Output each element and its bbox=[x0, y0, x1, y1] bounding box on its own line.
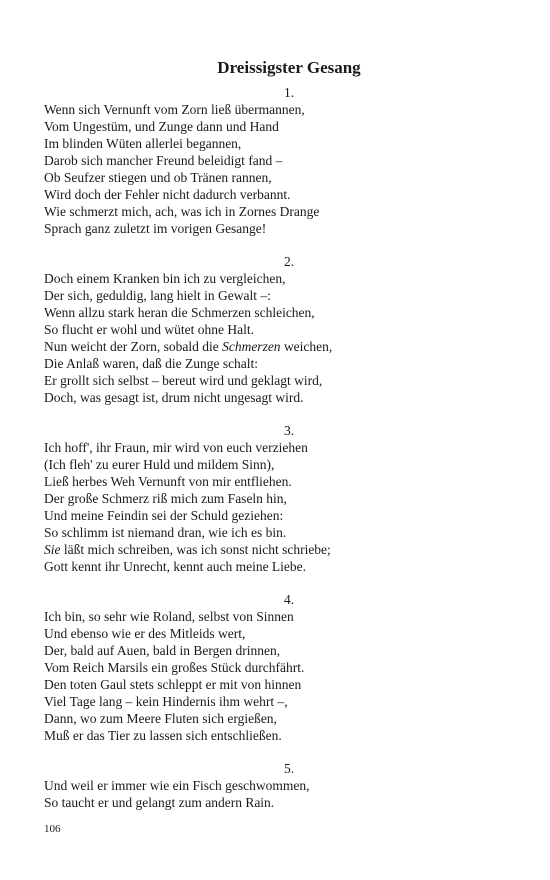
verse-line: Ließ herbes Weh Vernunft von mir entfliehen. bbox=[44, 474, 292, 489]
stanza-number: 5. bbox=[283, 761, 295, 776]
verse-line: Doch einem Kranken bin ich zu vergleichen, bbox=[44, 271, 286, 286]
verse-line: Der sich, geduldig, lang hielt in Gewalt –: bbox=[44, 288, 271, 303]
verse-line: Und weil er immer wie ein Fisch geschwommen, bbox=[44, 778, 310, 793]
verse-line: Und ebenso wie er des Mitleids wert, bbox=[44, 626, 246, 641]
verse-line: Wenn sich Vernunft vom Zorn ließ übermannen, bbox=[44, 102, 305, 117]
verse-line: (Ich fleh' zu eurer Huld und mildem Sinn), bbox=[44, 457, 275, 472]
stanza bbox=[44, 422, 464, 575]
emphasis: Sie bbox=[44, 542, 61, 557]
verse-line: Wie schmerzt mich, ach, was ich in Zornes Drange bbox=[44, 204, 320, 219]
verse-line: Ich hoff', ihr Fraun, mir wird von euch verziehen bbox=[44, 440, 308, 455]
verse-line: Er grollt sich selbst – bereut wird und geklagt wird, bbox=[44, 373, 323, 388]
verse-line: So schlimm ist niemand dran, wie ich es bin. bbox=[44, 525, 287, 540]
verse-line: Doch, was gesagt ist, drum nicht ungesagt wird. bbox=[44, 390, 304, 405]
verse-line: Muß er das Tier zu lassen sich entschließen. bbox=[44, 728, 282, 743]
emphasis: Schmerzen bbox=[222, 339, 281, 354]
verse-line: Ich bin, so sehr wie Roland, selbst von Sinnen bbox=[44, 609, 294, 624]
verse-line: Und meine Feindin sei der Schuld geziehen: bbox=[44, 508, 284, 523]
stanza-list bbox=[44, 84, 464, 811]
verse-line: Sprach ganz zuletzt im vorigen Gesange! bbox=[44, 221, 267, 236]
verse-line: Viel Tage lang – kein Hindernis ihm wehrt –, bbox=[44, 694, 288, 709]
stanza bbox=[44, 591, 464, 744]
verse-line: Wenn allzu stark heran die Schmerzen schleichen, bbox=[44, 305, 315, 320]
page-body bbox=[44, 56, 464, 827]
stanza-number: 1. bbox=[283, 85, 295, 100]
verse-line: Die Anlaß waren, daß die Zunge schalt: bbox=[44, 356, 259, 371]
verse-line: Den toten Gaul stets schleppt er mit von hinnen bbox=[44, 677, 302, 692]
verse-line: So taucht er und gelangt zum andern Rain. bbox=[44, 795, 275, 810]
stanza-number: 3. bbox=[283, 423, 295, 438]
stanza-number: 2. bbox=[283, 254, 295, 269]
verse-line: Im blinden Wüten allerlei begannen, bbox=[44, 136, 242, 151]
verse-line: Der große Schmerz riß mich zum Faseln hin, bbox=[44, 491, 287, 506]
verse-line: Dann, wo zum Meere Fluten sich ergießen, bbox=[44, 711, 277, 726]
stanza-number: 4. bbox=[283, 592, 295, 607]
verse-line: Nun weicht der Zorn, sobald die Schmerzen weichen, bbox=[44, 339, 333, 354]
verse-line: Darob sich mancher Freund beleidigt fand – bbox=[44, 153, 283, 168]
verse-line: So flucht er wohl und wütet ohne Halt. bbox=[44, 322, 254, 337]
page-number: 106 bbox=[44, 823, 61, 835]
stanza bbox=[44, 253, 464, 406]
verse-line: Wird doch der Fehler nicht dadurch verbannt. bbox=[44, 187, 291, 202]
verse-line: Vom Reich Marsils ein großes Stück durchfährt. bbox=[44, 660, 305, 675]
verse-line: Vom Ungestüm, und Zunge dann und Hand bbox=[44, 119, 279, 134]
verse-line: Ob Seufzer stiegen und ob Tränen rannen, bbox=[44, 170, 272, 185]
verse-line: Der, bald auf Auen, bald in Bergen drinnen, bbox=[44, 643, 281, 658]
stanza bbox=[44, 760, 464, 811]
canto-title: Dreissigster Gesang bbox=[217, 58, 361, 77]
verse-line: Gott kennt ihr Unrecht, kennt auch meine Liebe. bbox=[44, 559, 307, 574]
verse-line: Sie läßt mich schreiben, was ich sonst nicht schriebe; bbox=[44, 542, 331, 557]
stanza bbox=[44, 84, 464, 237]
